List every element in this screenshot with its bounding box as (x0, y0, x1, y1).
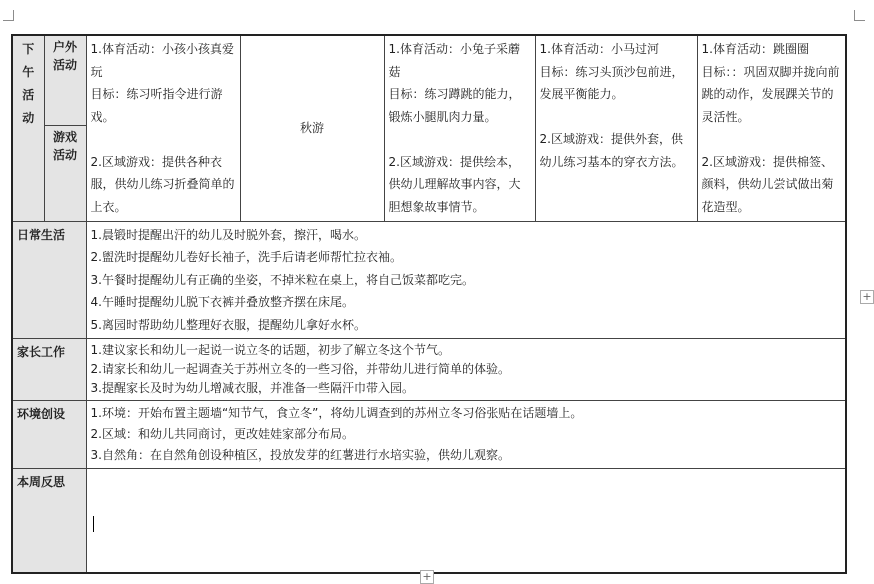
day5-outdoor-goal: 目标：：巩固双脚并拢向前跳的动作，发展踝关节的灵活性。 (701, 64, 840, 124)
day3-outdoor-goal: 目标：练习蹲跳的能力，锻炼小腿肌肉力量。 (388, 87, 521, 124)
daily-life-item: 2.盥洗时提醒幼儿卷好长袖子，洗手后请老师帮忙拉衣袖。 (90, 250, 402, 264)
parents-cell[interactable] (86, 339, 846, 401)
day3-game-activity: 2.区域游戏：提供绘本，供幼儿理解故事内容，大胆想象故事情节。 (388, 154, 521, 214)
text-cursor (93, 516, 94, 532)
outdoor-label: 户外活动 (52, 40, 77, 72)
day3-outdoor-activity: 1.体育活动：小兔子采蘑菇 (388, 42, 520, 79)
day1-game-activity: 2.区域游戏：提供各种衣服，供幼儿练习折叠简单的上衣。 (90, 154, 235, 214)
day4-outdoor-goal: 目标：练习头顶沙包前进，发展平衡能力。 (539, 64, 684, 101)
day1-afternoon-cell[interactable] (86, 35, 240, 221)
environment-item: 3.自然角：在自然角创设种植区，投放发芽的红薯进行水培实验，供幼儿观察。 (90, 448, 510, 462)
day4-game-activity: 2.区域游戏：提供外套，供幼儿练习基本的穿衣方法。 (539, 132, 684, 169)
environment-header (12, 401, 86, 469)
day5-outdoor-activity: 1.体育活动：跳圈圈 (701, 42, 809, 56)
weekly-plan-table (11, 34, 847, 574)
afternoon-header (12, 35, 44, 221)
parents-item: 2.请家长和幼儿一起调查关于苏州立冬的一些习俗，并带幼儿进行简单的体验。 (90, 362, 510, 376)
environment-label: 环境创设 (17, 407, 66, 421)
daily-life-cell[interactable] (86, 221, 846, 339)
reflection-header (12, 469, 86, 573)
day2-autumn-outing: 秋游 (299, 121, 324, 135)
reflection-cell[interactable] (86, 469, 846, 573)
insert-row-button[interactable]: + (420, 570, 434, 584)
environment-item: 1.环境：开始布置主题墙“知节气，食立冬”，将幼儿调查到的苏州立冬习俗张贴在话题墙上。 (90, 406, 583, 420)
environment-cell[interactable] (86, 401, 846, 469)
afternoon-label: 下午活动 (22, 42, 35, 125)
day5-game-activity: 2.区域游戏：提供棉签、颜料，供幼儿尝试做出菊花造型。 (701, 154, 834, 214)
daily-life-item: 1.晨锻时提醒出汗的幼儿及时脱外套，擦汗，喝水。 (90, 227, 366, 242)
environment-item: 2.区域：和幼儿共同商讨，更改娃娃家部分布局。 (90, 427, 354, 441)
day2-afternoon-cell[interactable] (240, 35, 384, 221)
outdoor-header (44, 35, 86, 125)
daily-life-item: 3.午餐时提醒幼儿有正确的坐姿，不掉米粒在桌上，将自己饭菜都吃完。 (90, 272, 474, 287)
day1-outdoor-goal: 目标：练习听指令进行游戏。 (90, 87, 223, 124)
page-corner-mark (854, 10, 865, 21)
parents-label: 家长工作 (17, 345, 66, 359)
parents-item: 1.建议家长和幼儿一起说一说立冬的话题，初步了解立冬这个节气。 (90, 343, 450, 357)
daily-life-item: 4.午睡时提醒幼儿脱下衣裤并叠放整齐摆在床尾。 (90, 295, 354, 309)
page-corner-mark (3, 10, 14, 21)
reflection-label: 本周反思 (17, 475, 66, 489)
parents-header (12, 339, 86, 401)
daily-life-header (12, 221, 86, 339)
day3-afternoon-cell[interactable] (384, 35, 535, 221)
game-header (44, 125, 86, 221)
parents-item: 3.提醒家长及时为幼儿增减衣服，并准备一些隔汗巾带入园。 (90, 381, 414, 395)
day5-afternoon-cell[interactable] (697, 35, 846, 221)
day1-outdoor-activity: 1.体育活动：小孩小孩真爱玩 (90, 42, 234, 79)
day4-afternoon-cell[interactable] (535, 35, 697, 221)
daily-life-item: 5.离园时帮助幼儿整理好衣服，提醒幼儿拿好水杯。 (90, 317, 366, 332)
insert-column-button[interactable]: + (860, 290, 874, 304)
daily-life-label: 日常生活 (17, 227, 66, 242)
day4-outdoor-activity: 1.体育活动：小马过河 (539, 42, 659, 56)
game-label: 游戏活动 (52, 129, 77, 162)
